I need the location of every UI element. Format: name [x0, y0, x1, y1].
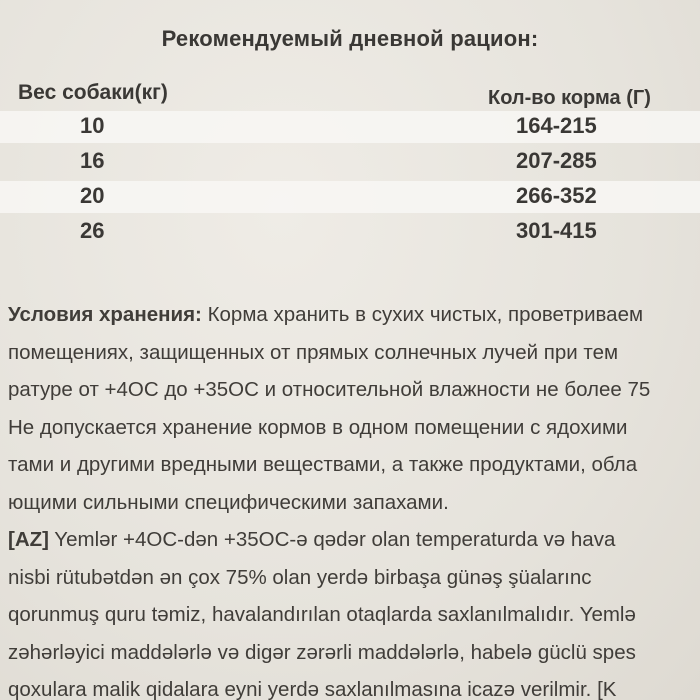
- amount-cell: 266-352: [516, 183, 597, 208]
- storage-text: [8, 296, 700, 700]
- az-line-text: Yemlər +4OC-dən +35OC-ə qədər olan temperaturda və hava: [48, 528, 616, 551]
- column-header-weight: Вес собаки(кг): [18, 81, 168, 104]
- table-row: [0, 216, 700, 248]
- storage-line-text: Корма хранить в сухих чистых, проветриваем: [201, 303, 644, 326]
- storage-line: [8, 296, 700, 334]
- amount-cell: 207-285: [516, 148, 597, 173]
- weight-cell: 16: [80, 148, 105, 173]
- storage-line: ратуре от +4ОС до +35ОС и относительной влажности не более 75: [8, 378, 651, 401]
- amount-cell: 301-415: [516, 218, 597, 243]
- az-line: nisbi rütubətdən ən çox 75% olan yerdə birbaşa günəş şüalarınc: [8, 565, 592, 589]
- ration-title: Рекомендуемый дневной рацион:: [161, 26, 539, 51]
- table-row: [0, 111, 700, 143]
- az-label: [AZ]: [8, 528, 49, 551]
- az-line: zəhərləyici maddələrlə və digər zərərli maddələrlə, habelə güclü spes: [8, 640, 636, 664]
- storage-line: тами и другими вредными веществами, а также продуктами, обла: [8, 453, 638, 476]
- az-line: qorunmuş quru təmiz, havalandırılan otaqlarda saxlanılmalıdır. Yemlə: [8, 603, 636, 626]
- amount-cell: 164-215: [516, 113, 597, 138]
- table-row: [0, 181, 700, 213]
- storage-label: Условия хранения:: [8, 303, 202, 326]
- az-line: qoxulara malik qidalara eyni yerdə saxlanılmasına icazə verilmir. [K: [8, 678, 617, 700]
- storage-line: ющими сильными специфическими запахами.: [8, 490, 449, 514]
- weight-cell: 20: [80, 183, 105, 208]
- az-line: [8, 521, 700, 559]
- storage-line: Не допускается хранение кормов в одном помещении с ядохими: [8, 415, 628, 439]
- column-header-amount: Кол-во корма (Г): [488, 87, 651, 109]
- weight-cell: 10: [80, 113, 105, 138]
- table-row: [0, 146, 700, 178]
- weight-cell: 26: [80, 218, 105, 243]
- storage-line: помещениях, защищенных от прямых солнечных лучей при тем: [8, 340, 619, 364]
